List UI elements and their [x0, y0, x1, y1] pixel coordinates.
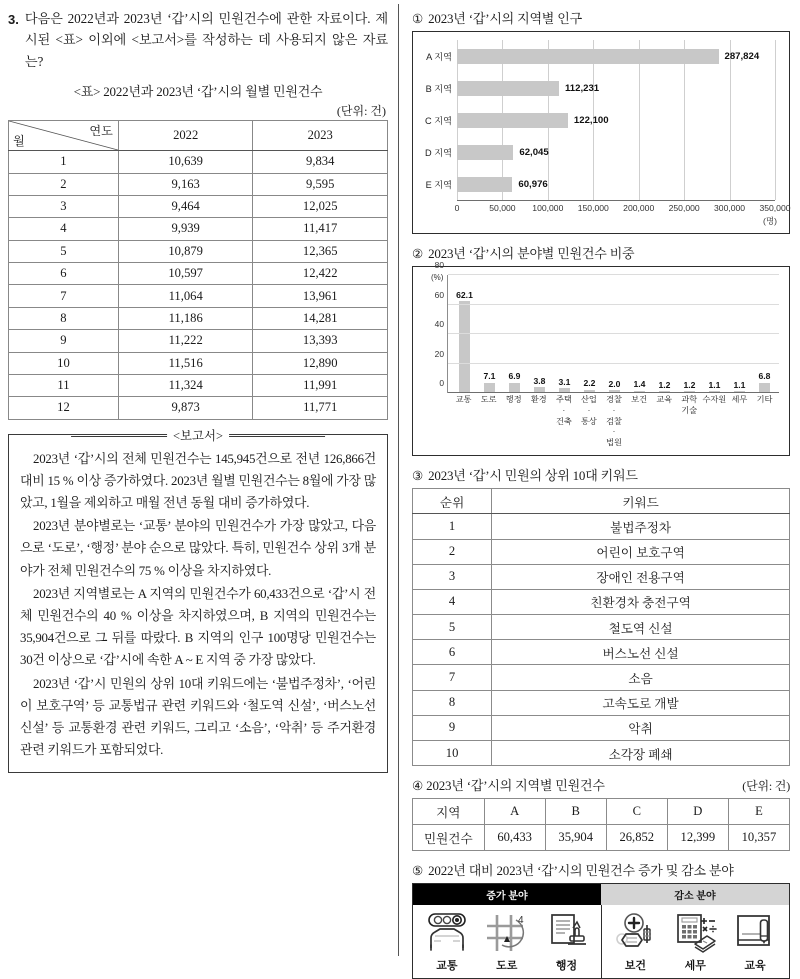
cell-rank: 9 [413, 715, 492, 740]
hbar-row [425, 112, 775, 129]
cell-2023: 13,393 [253, 330, 388, 352]
bar [457, 49, 719, 64]
option-1-header [412, 8, 790, 27]
region-count-table [412, 798, 790, 851]
table-row [9, 151, 388, 173]
option-3-header [412, 465, 790, 484]
bar-value-label: 1.1 [733, 379, 746, 390]
cell-2023: 12,422 [253, 263, 388, 285]
table-row [9, 173, 388, 195]
bar [459, 301, 470, 393]
cell-count: 26,852 [606, 825, 667, 851]
x-axis-labels [451, 395, 777, 449]
cell-2023: 13,961 [253, 285, 388, 307]
bar [457, 81, 559, 96]
cell-rank: 1 [413, 514, 492, 539]
cell-region: A [484, 799, 545, 825]
cell-month: 11 [9, 374, 119, 396]
row-header-region: 지역 [413, 799, 485, 825]
vbar-cell [477, 275, 502, 393]
cell-region: C [606, 799, 667, 825]
vbar-cell [752, 275, 777, 393]
table-row [9, 397, 388, 419]
question-number: 3. [8, 12, 19, 27]
bar-value-label: 287,824 [724, 50, 760, 62]
cell-2022: 10,597 [118, 263, 253, 285]
cell-region: B [545, 799, 606, 825]
road-intersection-icon [483, 912, 531, 954]
corner-col-label: 연도 [89, 124, 113, 139]
cell-count: 60,433 [484, 825, 545, 851]
field-share-chart [412, 260, 790, 456]
cell-region: D [667, 799, 728, 825]
table-row [9, 218, 388, 240]
item-label: 행정 [555, 960, 578, 973]
hbar-row [425, 176, 775, 193]
calculator-money-icon [671, 912, 719, 954]
option-title: 2023년 ‘갑’시 민원의 상위 10대 키워드 [428, 468, 638, 484]
table-row [413, 825, 790, 851]
vbar-cell [702, 275, 727, 393]
item-label: 교통 [436, 960, 458, 973]
y-tick-label: 40 [434, 319, 444, 329]
table-row [413, 615, 790, 640]
vbar-wrap [421, 260, 779, 449]
cell-keyword: 친환경차 충전구역 [492, 589, 790, 614]
vbar-cell [652, 275, 677, 393]
table-row [413, 539, 790, 564]
header-2023: 2023 [253, 121, 388, 151]
y-tick-label: 60 [434, 289, 444, 300]
cell-keyword: 어린이 보호구역 [492, 539, 790, 564]
item-label: 교육 [744, 960, 766, 973]
cell-keyword: 철도역 신설 [492, 615, 790, 640]
bar-value-label: 1.2 [683, 379, 696, 390]
cell-month: 6 [9, 263, 119, 285]
vbar-cell [502, 275, 527, 393]
bar-value-label: 7.1 [483, 371, 496, 382]
decrease-items [602, 905, 790, 978]
cell-2023: 14,281 [253, 307, 388, 329]
cell-month: 3 [9, 195, 119, 217]
hbar-row [425, 144, 775, 161]
cell-keyword: 고속도로 개발 [492, 690, 790, 715]
bar-value-label: 2.2 [583, 378, 596, 389]
keyword-table-body [413, 514, 790, 766]
cell-keyword: 불법주정차 [492, 514, 790, 539]
cell-keyword: 버스노선 신설 [492, 640, 790, 665]
gridline [448, 274, 779, 275]
table-row [413, 690, 790, 715]
x-tick-label: 200,000 [623, 203, 655, 213]
report-paragraph: 2023년 ‘갑’시 민원의 상위 10대 키워드에는 ‘불법주정차’, ‘어린이 보호구역’ 등 교통법규 관련 키워드와 ‘철도역 신설’, ‘버스노선 신설’ 등 교통환경 관련 키워드, 그리고 ‘소음’, ‘악취’ 등 주거환경 관련 키워드가 포함되었다. [20, 676, 376, 758]
bar-value-label: 60,976 [518, 178, 548, 190]
cell-month: 4 [9, 218, 119, 240]
cell-rank: 4 [413, 589, 492, 614]
cell-count: 12,399 [667, 825, 728, 851]
cell-keyword: 악취 [492, 715, 790, 740]
cell-rank: 7 [413, 665, 492, 690]
cell-month: 10 [9, 352, 119, 374]
option-5-header [412, 860, 790, 879]
keyword-table [412, 488, 790, 766]
increase-item-road [479, 912, 535, 973]
option-2[interactable] [412, 243, 790, 456]
bar [457, 145, 513, 160]
option-marker: ② [412, 247, 424, 261]
x-axis-unit: (명) [762, 216, 777, 226]
table-row [9, 240, 388, 262]
vbar-cell [452, 275, 477, 393]
decrease-item-education [727, 912, 783, 973]
x-tick-label: 환경 [530, 395, 547, 404]
cell-count: 35,904 [545, 825, 606, 851]
y-axis-unit: (%) [431, 273, 444, 282]
vbar-cell [577, 275, 602, 393]
table-row [413, 741, 790, 766]
table-corner-cell [9, 121, 119, 151]
table-unit: (단위: 건) [336, 104, 386, 119]
keyword-header-rank: 순위 [413, 489, 492, 514]
x-tick-label: 산업 · 통상 [581, 395, 597, 426]
decrease-header: 감소 분야 [601, 884, 789, 905]
x-axis [454, 200, 791, 215]
y-tick-label: 0 [439, 378, 444, 388]
report-paragraph: 2023년 ‘갑’시의 전체 민원건수는 145,945건으로 전년 126,866건 대비 15 % 이상 증가하였다. 2023년 월별 민원건수는 8월에 가장 많았고, 1월을 제외하고 매월 전년 동월 대비 증가하였다. [20, 451, 376, 510]
cell-2023: 11,417 [253, 218, 388, 240]
report-box [8, 428, 388, 774]
cell-2022: 11,324 [118, 374, 253, 396]
left-column [0, 0, 398, 962]
cell-2022: 9,939 [118, 218, 253, 240]
x-tick-label: 300,000 [714, 203, 746, 213]
car-icon [423, 912, 471, 954]
gridline [448, 304, 779, 305]
x-tick-label: 350,000 [759, 203, 791, 213]
vbar-cell [602, 275, 627, 393]
x-tick-label: 수자원 [702, 395, 727, 404]
option-marker: ① [412, 12, 424, 26]
decrease-item-tax [667, 912, 723, 973]
table-row [413, 799, 790, 825]
report-paragraph: 2023년 지역별로는 A 지역의 민원건수가 60,433건으로 ‘갑’시 전체 민원건수의 40 % 이상을 차지하였으며, B 지역의 민원건수는 35,904건으로 그 뒤를 따랐다. B 지역의 인구 100명당 민원건수는 30건 이상으로 ‘갑’시에 속한 A ~ E 지역 중 가장 많았다. [20, 586, 376, 668]
decrease-item-health [607, 912, 663, 973]
bar [457, 177, 512, 192]
table-caption: <표> 2022년과 2023년 ‘갑’시의 월별 민원건수 [73, 84, 323, 100]
cell-month: 7 [9, 285, 119, 307]
x-tick-label: 250,000 [668, 203, 700, 213]
vbar-cell [527, 275, 552, 393]
option-marker: ③ [412, 469, 424, 484]
option-title: 2022년 대비 2023년 ‘갑’시의 민원건수 증가 및 감소 분야 [428, 863, 734, 879]
cell-month: 9 [9, 330, 119, 352]
keyword-header-keyword: 키워드 [492, 489, 790, 514]
x-tick-label: 보건 [631, 395, 647, 404]
cell-2022: 10,879 [118, 240, 253, 262]
cell-2023: 11,991 [253, 374, 388, 396]
option-marker: ⑤ [412, 864, 424, 879]
document-stamp-icon [543, 912, 591, 954]
header-2022: 2022 [118, 121, 253, 151]
cell-2023: 12,025 [253, 195, 388, 217]
gridline [448, 392, 779, 393]
option-4-header [412, 775, 790, 794]
option-4-unit: (단위: 건) [742, 779, 790, 794]
report-title: <보고서> [167, 426, 229, 447]
increase-item-traffic [419, 912, 475, 973]
cell-rank: 6 [413, 640, 492, 665]
y-tick-label: 80 [434, 260, 444, 270]
hbar-rows [425, 40, 775, 200]
vbar-cell [627, 275, 652, 393]
cell-keyword: 장애인 전용구역 [492, 564, 790, 589]
cell-month: 12 [9, 397, 119, 419]
keyword-header-row [413, 489, 790, 514]
table-row [9, 352, 388, 374]
bar-value-label: 1.2 [658, 379, 671, 390]
cell-2022: 10,639 [118, 151, 253, 173]
option-marker: ④ [412, 779, 424, 794]
option-title: 2023년 ‘갑’시의 지역별 인구 [428, 11, 582, 26]
x-tick-label: 주택 · 건축 [555, 395, 572, 426]
cell-2023: 9,834 [253, 151, 388, 173]
option-5[interactable] [412, 860, 790, 979]
x-tick-label: 과학 기술 [681, 395, 698, 415]
cell-rank: 2 [413, 539, 492, 564]
bar-value-label: 1.4 [633, 379, 646, 390]
cell-keyword: 소음 [492, 665, 790, 690]
cell-2023: 12,890 [253, 352, 388, 374]
x-tick-label: 교육 [656, 395, 673, 404]
x-tick-label: 행정 [505, 395, 522, 404]
bar-category-label: A 지역 [426, 52, 452, 62]
hbar-row [425, 80, 775, 97]
vbar-series [452, 275, 777, 393]
bar-category-label: B 지역 [425, 84, 452, 94]
cell-rank: 5 [413, 615, 492, 640]
bar-value-label: 1.1 [708, 379, 721, 390]
cell-2022: 11,064 [118, 285, 253, 307]
bar-category-label: D 지역 [425, 148, 452, 158]
hbar-row [426, 48, 775, 65]
cell-2023: 9,595 [253, 173, 388, 195]
table-row [413, 640, 790, 665]
column-divider [398, 4, 399, 956]
bar-value-label: 2.0 [608, 378, 621, 389]
cell-2023: 12,365 [253, 240, 388, 262]
cell-rank: 10 [413, 741, 492, 766]
health-mask-syringe-icon [611, 912, 659, 954]
x-tick-label: 50,000 [489, 203, 516, 213]
x-tick-label: 교통 [455, 395, 472, 404]
table-row [413, 715, 790, 740]
option-title: 2023년 ‘갑’시의 분야별 민원건수 비중 [428, 246, 635, 261]
report-paragraph: 2023년 분야별로는 ‘교통’ 분야의 민원건수가 가장 많았고, 다음으로 ‘도로’, ‘행정’ 분야 순으로 많았다. 특히, 민원건수 상위 3개 분야가 전체 민원건수의 75 % 이상을 차지하였다. [20, 519, 376, 578]
table-row [9, 285, 388, 307]
infographic-body [413, 905, 789, 978]
vbar-cell [552, 275, 577, 393]
x-tick-label: 세무 [731, 395, 748, 404]
x-tick-label: 도로 [480, 395, 497, 404]
table-row [413, 665, 790, 690]
cell-rank: 8 [413, 690, 492, 715]
option-2-header [412, 243, 790, 262]
cell-2023: 11,771 [253, 397, 388, 419]
vbar-plot-area [434, 260, 779, 393]
corner-row-label: 월 [13, 134, 25, 149]
item-label: 도로 [496, 960, 518, 973]
cell-month: 5 [9, 240, 119, 262]
vbar-cell [727, 275, 752, 393]
row-header-count: 민원건수 [413, 825, 485, 851]
table-row [413, 589, 790, 614]
gridline [448, 363, 779, 364]
x-tick-label: 기타 [756, 395, 773, 404]
gridline [775, 40, 776, 200]
option-4-title-wrap [412, 775, 605, 794]
gridline [448, 333, 779, 334]
item-label: 보건 [624, 960, 647, 973]
x-tick-label: 150,000 [577, 203, 609, 213]
table-header-row [9, 121, 388, 151]
table-row [413, 514, 790, 539]
monthly-table-body [9, 151, 388, 420]
cell-rank: 3 [413, 564, 492, 589]
increase-header: 증가 분야 [413, 884, 601, 905]
svg-text:4: 4 [517, 915, 524, 927]
cell-keyword: 소각장 폐쇄 [492, 741, 790, 766]
bar-value-label: 62.1 [456, 289, 473, 300]
table-row [9, 330, 388, 352]
vbar-cell [677, 275, 702, 393]
region-population-chart [412, 31, 790, 234]
x-tick-label: 경찰 · 검찰 · 법원 [606, 395, 622, 448]
question-text: 다음은 2022년과 2023년 ‘갑’시의 민원건수에 관한 자료이다. 제시된 <표> 이외에 <보고서>를 작성하는 데 사용되지 않은 자료는? [24, 11, 388, 69]
option-3[interactable] [412, 465, 790, 766]
option-title: 2023년 ‘갑’시의 지역별 민원건수 [426, 778, 605, 794]
increase-items [413, 905, 602, 978]
bar-value-label: 6.8 [758, 371, 771, 382]
cell-2022: 9,163 [118, 173, 253, 195]
increase-decrease-infographic [412, 883, 790, 979]
monthly-complaints-table [8, 120, 388, 420]
item-label: 세무 [684, 960, 706, 973]
bar-value-label: 122,100 [573, 114, 609, 126]
table-row [9, 307, 388, 329]
bar-value-label: 3.1 [558, 376, 571, 387]
table-row [9, 195, 388, 217]
cell-2022: 11,186 [118, 307, 253, 329]
bar-value-label: 3.8 [533, 375, 546, 386]
book-pencil-icon [731, 912, 779, 954]
right-column [404, 0, 800, 973]
cell-month: 2 [9, 173, 119, 195]
y-tick-label: 20 [434, 348, 444, 359]
cell-month: 8 [9, 307, 119, 329]
x-tick-label: 100,000 [532, 203, 564, 213]
infographic-headers [413, 884, 789, 905]
bar-category-label: E 지역 [425, 180, 452, 190]
bar-value-label: 112,231 [564, 82, 600, 94]
table-row [9, 263, 388, 285]
table-row [9, 374, 388, 396]
x-tick-label: 0 [454, 203, 460, 213]
table-row [413, 564, 790, 589]
cell-2022: 11,222 [118, 330, 253, 352]
hbar-plot-area [425, 40, 775, 200]
bar-value-label: 6.9 [508, 371, 521, 382]
option-4[interactable] [412, 775, 790, 851]
cell-month: 1 [9, 151, 119, 173]
option-1[interactable] [412, 8, 790, 234]
question-stem [8, 8, 388, 72]
region-table-body [413, 799, 790, 851]
increase-item-admin [539, 912, 595, 973]
bar-category-label: C 지역 [425, 116, 452, 126]
cell-2022: 9,464 [118, 195, 253, 217]
cell-2022: 9,873 [118, 397, 253, 419]
bar-value-label: 62,045 [519, 146, 549, 158]
cell-2022: 11,516 [118, 352, 253, 374]
cell-count: 10,357 [728, 825, 789, 851]
bar [457, 113, 568, 128]
cell-region: E [728, 799, 789, 825]
